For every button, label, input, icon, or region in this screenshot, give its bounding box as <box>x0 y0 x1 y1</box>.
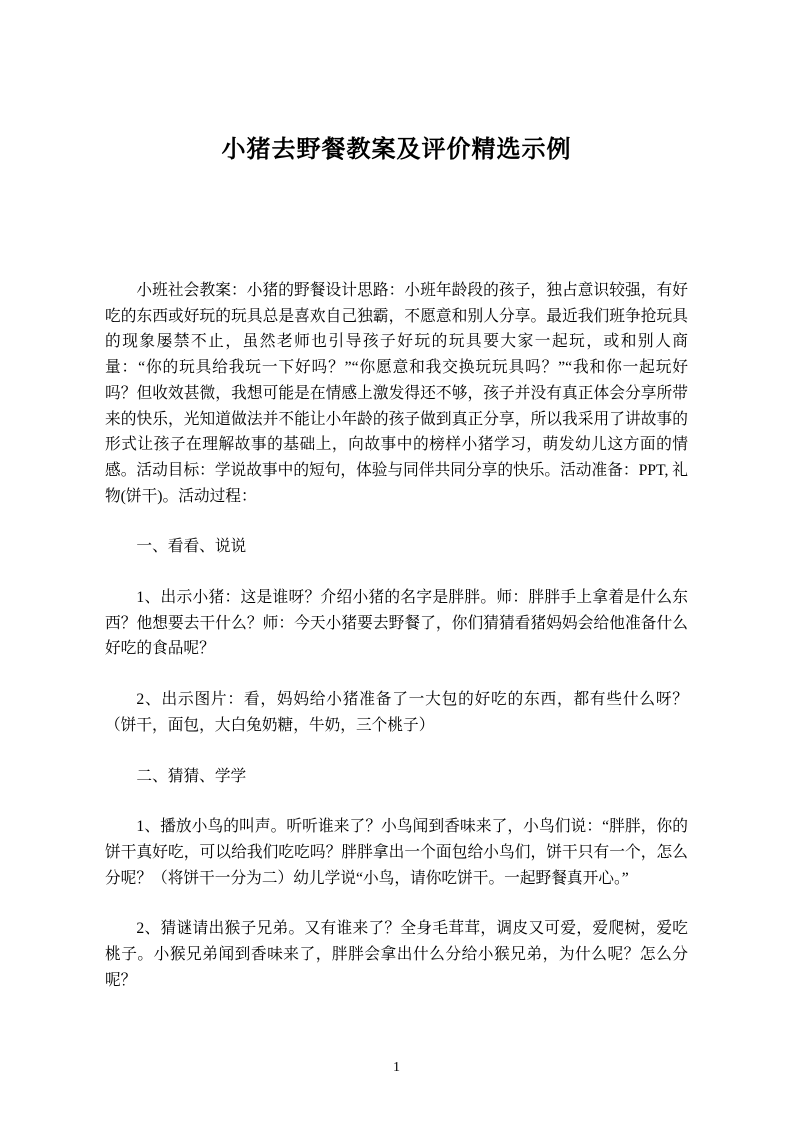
page-number: 1 <box>393 1060 400 1075</box>
document-body <box>105 278 688 993</box>
section-1-item-2: 2、出示图片：看，妈妈给小猪准备了一大包的好吃的东西，都有些什么呀？（饼干，面包，大白兔奶糖，牛奶，三个桃子） <box>105 691 688 734</box>
section-1-heading: 一、看看、说说 <box>136 538 247 556</box>
section-2-item-2: 2、猜谜请出猴子兄弟。又有谁来了？全身毛茸茸，调皮又可爱，爱爬树，爱吃桃子。小猴兄弟闻到香味来了，胖胖会拿出什么分给小猴兄弟，为什么呢？怎么分呢？ <box>105 920 688 989</box>
section-2-heading: 二、猜猜、学学 <box>136 767 247 785</box>
section-1-item-1: 1、出示小猪：这是谁呀？介绍小猪的名字是胖胖。师：胖胖手上拿着是什么东西？他想要去干什么？师：今天小猪要去野餐了，你们猜猜看猪妈妈会给他准备什么好吃的食品呢？ <box>105 589 688 658</box>
document-title: 小猪去野餐教案及评价精选示例 <box>221 137 572 163</box>
section-2-item-1: 1、播放小鸟的叫声。听听谁来了？小鸟闻到香味来了，小鸟们说：“胖胖，你的饼干真好吃，可以给我们吃吃吗？胖胖拿出一个面包给小鸟们，饼干只有一个，怎么分呢？（将饼干一分为二）幼儿学说“小鸟，请你吃饼干。一起野餐真开心。” <box>105 818 688 887</box>
intro-paragraph: 小班社会教案：小猪的野餐设计思路：小班年龄段的孩子，独占意识较强，有好吃的东西或好玩的玩具总是喜欢自己独霸，不愿意和别人分享。最近我们班争抢玩具的现象屡禁不止，虽然老师也引导孩子好玩的玩具要大家一起玩，或和别人商量：“你的玩具给我玩一下好吗？”“你愿意和我交换玩玩具吗？”“我和你一起玩好吗？但收效甚微，我想可能是在情感上激发得还不够，孩子并没有真正体会分享所带来的快乐，光知道做法并不能让小年龄的孩子做到真正分享，所以我采用了讲故事的形式让孩子在理解故事的基础上，向故事中的榜样小猪学习，萌发幼儿这方面的情感。活动目标：学说故事中的短句，体验与同伴共同分享的快乐。活动准备：PPT, 礼物(饼干)。活动过程： <box>105 282 688 505</box>
